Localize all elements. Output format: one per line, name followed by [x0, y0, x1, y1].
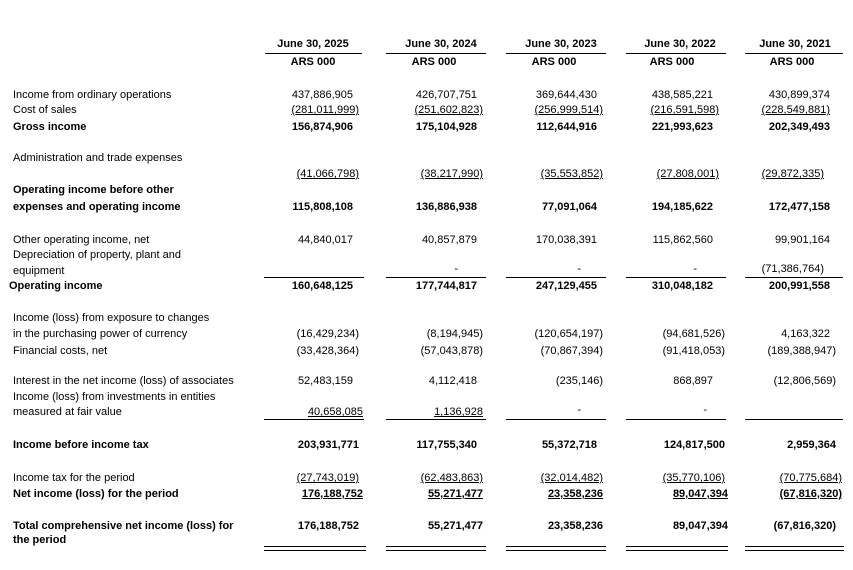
row-label-interest-associates: Interest in the net income (loss) of associates [13, 375, 234, 387]
cell-value: - [703, 404, 707, 416]
cell-value: 124,817,500 [663, 439, 725, 451]
row-label-income-before-tax: Income before income tax [13, 439, 149, 451]
cell-value: (94,681,526) [662, 328, 725, 340]
cell-value: - [454, 263, 458, 275]
cell-value: 136,886,938 [415, 201, 477, 213]
total-double-rule [264, 546, 366, 551]
cell-value: (27,808,001) [656, 168, 719, 180]
cell-value: 438,585,221 [651, 89, 713, 101]
col-header-2025: June 30, 2025 [277, 38, 349, 50]
cell-value: (189,388,947) [767, 345, 836, 357]
header-rule [265, 53, 362, 54]
subtotal-rule [745, 419, 843, 420]
subtotal-rule [386, 277, 486, 278]
cell-value: 89,047,394 [672, 520, 728, 532]
subtotal-rule [264, 277, 364, 278]
cell-value: 40,658,085 [307, 406, 363, 418]
row-label-admin-expenses: Administration and trade expenses [13, 152, 183, 164]
cell-value: (62,483,863) [420, 472, 483, 484]
cell-value: (38,217,990) [420, 168, 483, 180]
cell-value: 1,136,928 [434, 406, 483, 418]
subtotal-rule [626, 419, 726, 420]
cell-value: (216,591,598) [650, 104, 719, 116]
cell-value: (35,553,852) [540, 168, 603, 180]
cell-value: (67,816,320) [773, 520, 836, 532]
unit-label: ARS 000 [531, 56, 577, 68]
cell-value: 55,271,477 [427, 488, 483, 500]
cell-value: 160,648,125 [291, 280, 353, 292]
cell-value: (35,770,106) [662, 472, 725, 484]
subtotal-rule [264, 419, 364, 420]
row-label-cost-of-sales: Cost of sales [13, 104, 77, 116]
header-rule [506, 53, 606, 54]
cell-value: (71,386,764) [761, 263, 824, 275]
row-label-op-before-other-2: expenses and operating income [13, 201, 181, 213]
cell-value: 310,048,182 [651, 280, 713, 292]
col-header-2022: June 30, 2022 [644, 38, 716, 50]
cell-value: 44,840,017 [297, 234, 353, 246]
subtotal-rule [506, 277, 606, 278]
header-rule [626, 53, 726, 54]
col-header-2021: June 30, 2021 [759, 38, 831, 50]
cell-value: - [693, 263, 697, 275]
cell-value: 112,644,916 [536, 121, 597, 133]
cell-value: (33,428,364) [296, 345, 359, 357]
cell-value: - [577, 263, 581, 275]
row-label-depreciation-2: equipment [13, 265, 65, 277]
cell-value: (256,999,514) [534, 104, 603, 116]
total-double-rule [745, 546, 844, 551]
cell-value: (8,194,945) [426, 328, 483, 340]
cell-value: 430,899,374 [768, 89, 830, 101]
subtotal-rule [506, 419, 606, 420]
cell-value: 4,112,418 [428, 375, 477, 387]
cell-value: 176,188,752 [297, 520, 359, 532]
cell-value: (120,654,197) [534, 328, 603, 340]
cell-value: 202,349,493 [768, 121, 830, 133]
subtotal-rule [745, 277, 843, 278]
total-double-rule [386, 546, 486, 551]
cell-value: (57,043,878) [420, 345, 483, 357]
cell-value: 247,129,455 [535, 280, 597, 292]
cell-value: 170,038,391 [535, 234, 597, 246]
row-label-total-comprehensive-2: the period [13, 534, 67, 546]
row-label-exposure: Income (loss) from exposure to changes [13, 312, 210, 324]
cell-value: (41,066,798) [296, 168, 359, 180]
total-double-rule [506, 546, 606, 551]
cell-value: (29,872,335) [761, 168, 824, 180]
cell-value: (12,806,569) [773, 375, 836, 387]
row-label-total-comprehensive: Total comprehensive net income (loss) for [13, 520, 234, 532]
cell-value: 52,483,159 [297, 375, 353, 387]
cell-value: 77,091,064 [541, 201, 597, 213]
cell-value: 221,993,623 [651, 121, 713, 133]
cell-value: 369,644,430 [535, 89, 597, 101]
row-label-investments: Income (loss) from investments in entities [13, 391, 216, 403]
cell-value: (32,014,482) [540, 472, 603, 484]
cell-value: 23,358,236 [547, 488, 603, 500]
unit-label: ARS 000 [769, 56, 815, 68]
cell-value: (251,602,823) [414, 104, 483, 116]
row-label-investments-2: measured at fair value [13, 406, 122, 418]
cell-value: - [577, 404, 581, 416]
total-double-rule [626, 546, 728, 551]
cell-value: (27,743,019) [296, 472, 359, 484]
unit-label: ARS 000 [290, 56, 336, 68]
cell-value: 426,707,751 [415, 89, 477, 101]
cell-value: 437,886,905 [291, 89, 353, 101]
cell-value: 177,744,817 [415, 280, 477, 292]
cell-value: 2,959,364 [787, 439, 836, 451]
cell-value: 55,271,477 [427, 520, 483, 532]
cell-value: (67,816,320) [779, 488, 842, 500]
cell-value: (16,429,234) [296, 328, 359, 340]
row-label-income-tax: Income tax for the period [13, 472, 135, 484]
cell-value: 23,358,236 [547, 520, 603, 532]
cell-value: 172,477,158 [768, 201, 830, 213]
row-label-financial-costs: Financial costs, net [13, 345, 108, 357]
cell-value: 175,104,928 [415, 121, 477, 133]
cell-value: 868,897 [673, 375, 713, 387]
cell-value: (281,011,999) [291, 104, 359, 116]
cell-value: (235,146) [555, 375, 603, 387]
cell-value: 55,372,718 [541, 439, 597, 451]
header-rule [745, 53, 843, 54]
row-label-income-ordinary: Income from ordinary operations [13, 89, 172, 101]
cell-value: 194,185,622 [651, 201, 713, 213]
unit-label: ARS 000 [649, 56, 695, 68]
row-label-net-income: Net income (loss) for the period [13, 488, 179, 500]
subtotal-rule [626, 277, 726, 278]
cell-value: 117,755,340 [416, 439, 477, 451]
subtotal-rule [386, 419, 486, 420]
header-rule [386, 53, 486, 54]
cell-value: 99,901,164 [774, 234, 830, 246]
col-header-2023: June 30, 2023 [525, 38, 597, 50]
row-label-depreciation: Depreciation of property, plant and [13, 249, 181, 261]
cell-value: (70,867,394) [540, 345, 603, 357]
cell-value: (91,418,053) [662, 345, 725, 357]
col-header-2024: June 30, 2024 [405, 38, 477, 50]
cell-value: 176,188,752 [301, 488, 363, 500]
cell-value: 89,047,394 [672, 488, 728, 500]
cell-value: (70,775,684) [779, 472, 842, 484]
cell-value: (228,549,881) [761, 104, 830, 116]
row-label-exposure-2: in the purchasing power of currency [13, 328, 188, 340]
cell-value: 156,874,906 [291, 121, 353, 133]
cell-value: 115,808,108 [292, 201, 353, 213]
row-label-gross-income: Gross income [13, 121, 87, 133]
cell-value: 40,857,879 [421, 234, 477, 246]
row-label-op-before-other: Operating income before other [13, 184, 174, 196]
unit-label: ARS 000 [411, 56, 457, 68]
cell-value: 115,862,560 [652, 234, 713, 246]
cell-value: 4,163,322 [781, 328, 830, 340]
cell-value: 200,991,558 [768, 280, 830, 292]
cell-value: 203,931,771 [297, 439, 359, 451]
row-label-other-op-income: Other operating income, net [13, 234, 150, 246]
row-label-operating-income: Operating income [9, 280, 103, 292]
